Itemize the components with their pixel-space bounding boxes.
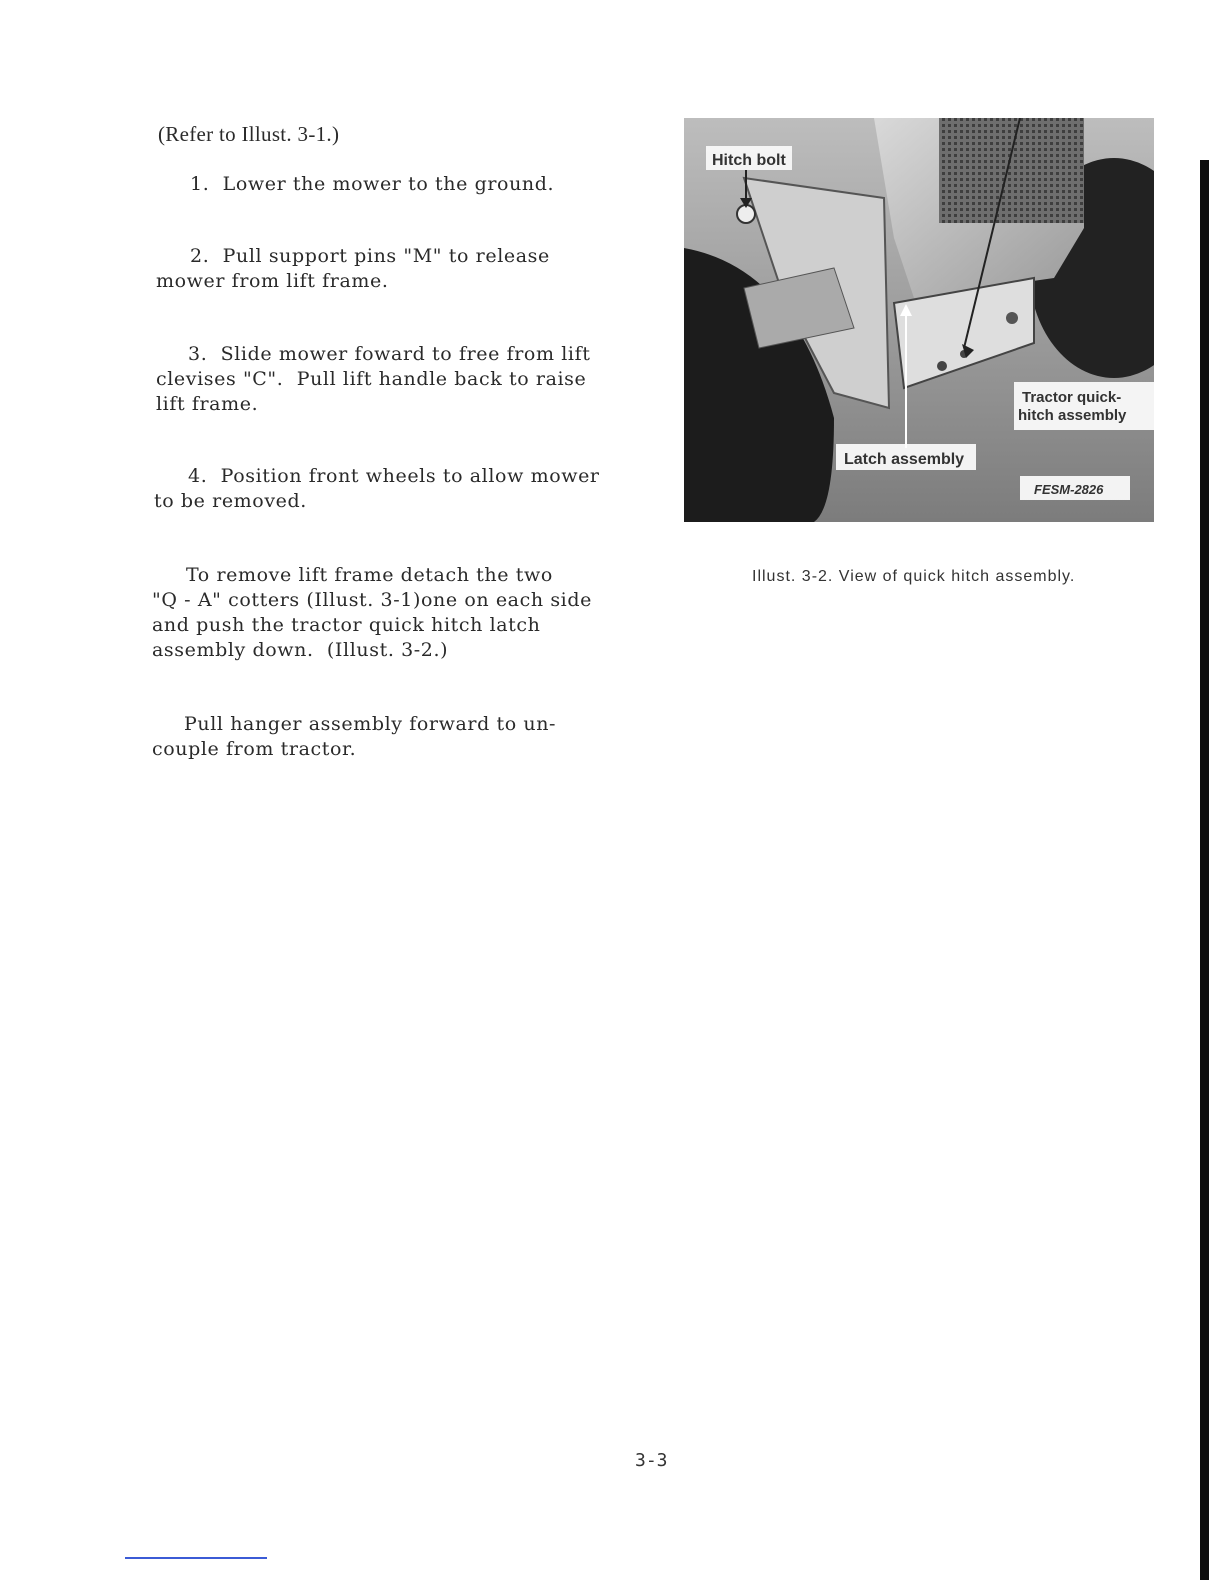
quick-hitch-photo <box>684 118 1162 522</box>
step-2: 2. Pull support pins "M" to release mower from lift frame. <box>156 245 550 292</box>
step-3: 3. Slide mower foward to free from lift clevises "C". Pull lift handle back to raise lift frame. <box>156 343 591 415</box>
label-quick-hitch-1: Tractor quick- <box>1022 389 1122 406</box>
radiator-grille <box>939 118 1084 223</box>
label-quick-hitch-2: hitch assembly <box>1018 407 1127 424</box>
photo-code: FESM-2826 <box>1034 482 1104 497</box>
paragraph-remove-lift-frame: To remove lift frame detach the two "Q - A" cotters (Illust. 3-1)one on each side and push the tractor quick hitch latch assembly down. (Illust. 3-2.) <box>152 564 592 661</box>
paragraph-pull-hanger: Pull hanger assembly forward to un- couple from tractor. <box>152 713 557 760</box>
label-hitch-bolt: Hitch bolt <box>712 152 786 169</box>
page-number: 3-3 <box>635 1450 668 1471</box>
bottom-link-underline <box>125 1557 267 1559</box>
label-latch-assembly: Latch assembly <box>844 451 965 468</box>
step-4: 4. Position front wheels to allow mower to be removed. <box>154 465 600 512</box>
section-heading: (Refer to Illust. 3-1.) <box>158 122 340 146</box>
step-1: 1. Lower the mower to the ground. <box>190 173 555 195</box>
illustration-caption: Illust. 3-2. View of quick hitch assembly. <box>752 568 1076 585</box>
scan-edge-rule <box>1200 160 1209 1580</box>
